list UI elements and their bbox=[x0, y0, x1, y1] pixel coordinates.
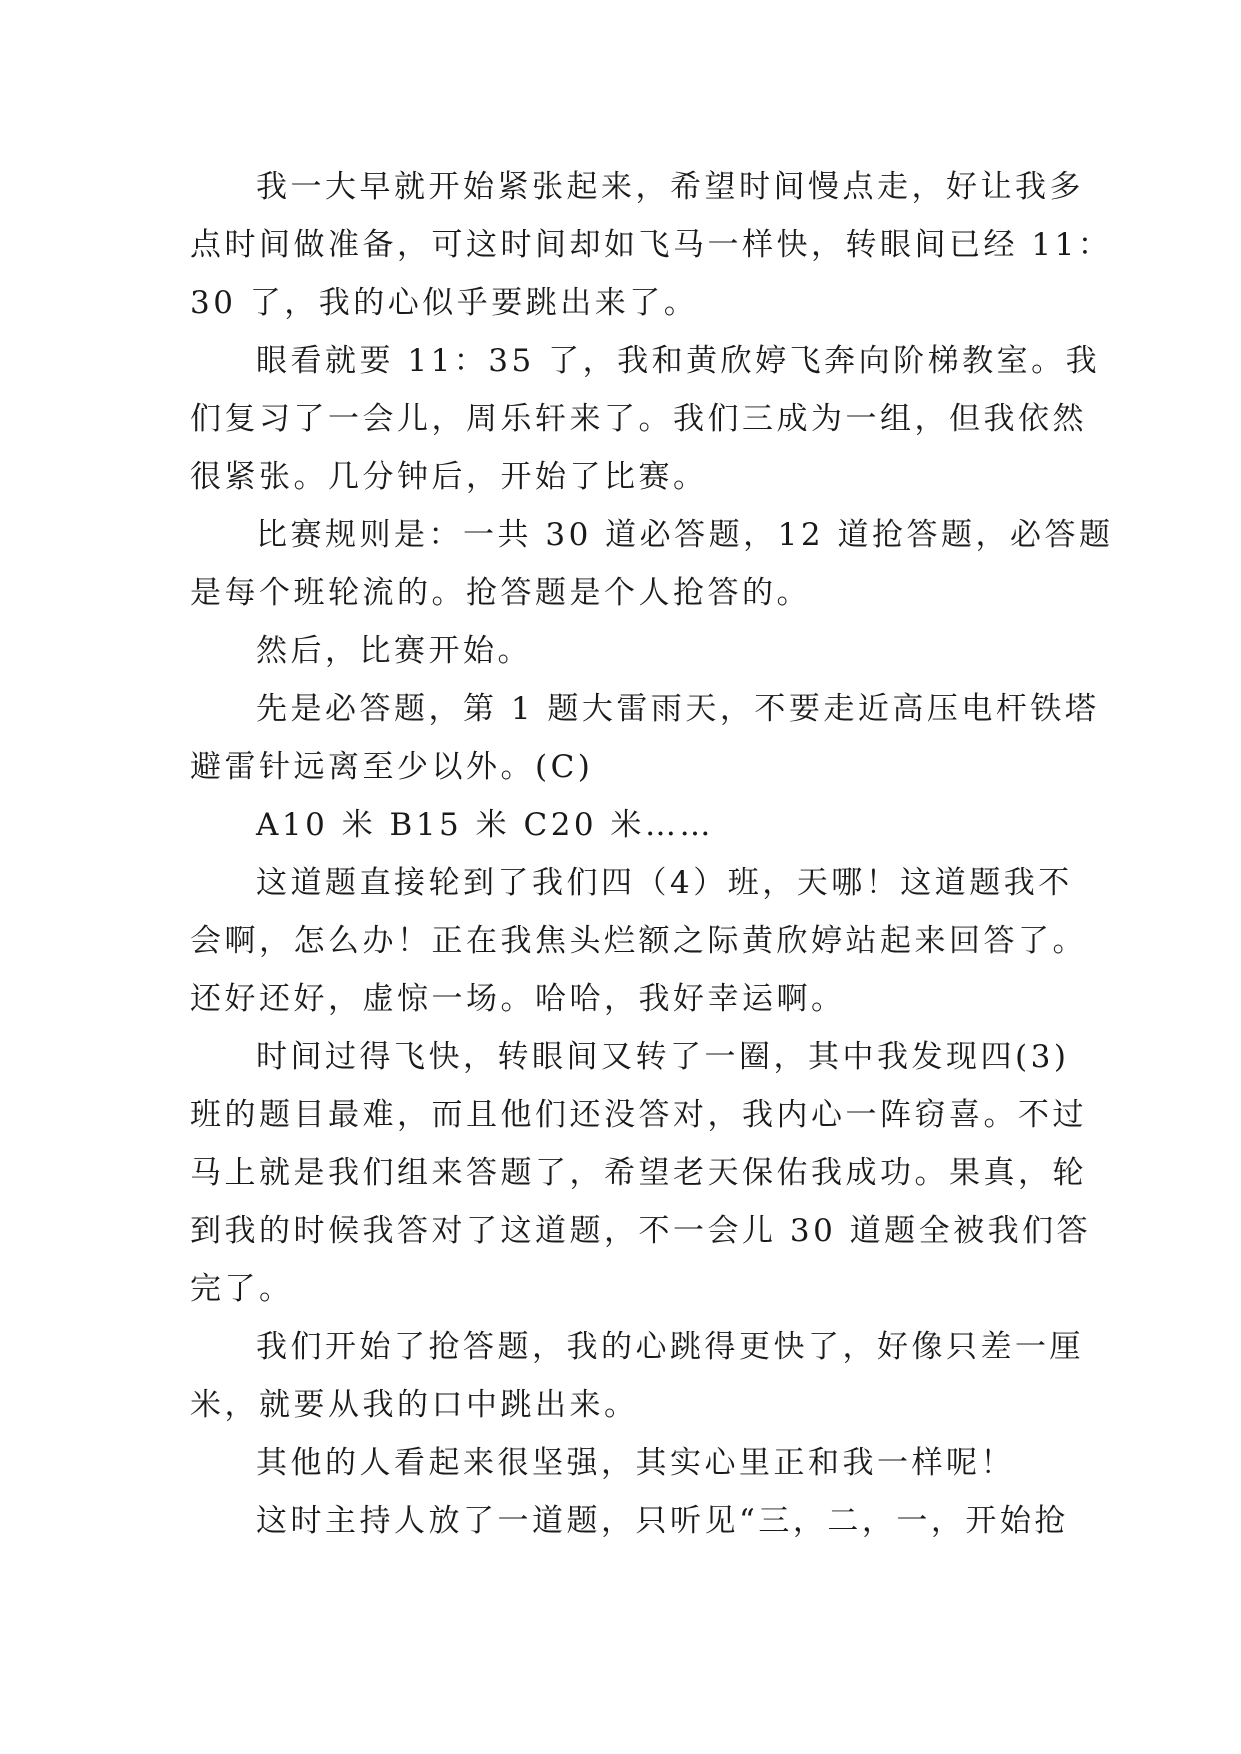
text-line: 时间过得飞快，转眼间又转了一圈，其中我发现四(3) bbox=[256, 1039, 1070, 1075]
text-line: 避雷针远离至少以外。(C) bbox=[190, 749, 594, 785]
text-line: 我们开始了抢答题，我的心跳得更快了，好像只差一厘 bbox=[256, 1329, 1084, 1365]
text-line: 完了。 bbox=[190, 1271, 294, 1307]
text-line: 米，就要从我的口中跳出来。 bbox=[190, 1387, 639, 1423]
document-body bbox=[190, 158, 1114, 1550]
text-line: 然后，比赛开始。 bbox=[256, 633, 532, 669]
text-line: 还好还好，虚惊一场。哈哈，我好幸运啊。 bbox=[190, 981, 846, 1017]
text-line: 点时间做准备，可这时间却如飞马一样快，转眼间已经 11： bbox=[190, 227, 1113, 263]
text-line: 我一大早就开始紧张起来，希望时间慢点走，好让我多 bbox=[256, 169, 1084, 205]
text-line: 很紧张。几分钟后，开始了比赛。 bbox=[190, 459, 708, 495]
text-line: 这时主持人放了一道题，只听见“三，二，一，开始抢 bbox=[256, 1503, 1069, 1539]
text-line: 30 了，我的心似乎要跳出来了。 bbox=[190, 285, 699, 321]
text-line: 会啊，怎么办！正在我焦头烂额之际黄欣婷站起来回答了。 bbox=[190, 923, 1087, 959]
text-line: 眼看就要 11：35 了，我和黄欣婷飞奔向阶梯教室。我 bbox=[256, 343, 1101, 379]
text-line: 到我的时候我答对了这道题，不一会儿 30 道题全被我们答 bbox=[190, 1213, 1092, 1249]
text-line: 们复习了一会儿，周乐轩来了。我们三成为一组，但我依然 bbox=[190, 401, 1087, 437]
text-line: 马上就是我们组来答题了，希望老天保佑我成功。果真，轮 bbox=[190, 1155, 1087, 1191]
text-line: 这道题直接轮到了我们四（4）班，天哪！这道题我不 bbox=[256, 865, 1073, 901]
text-line: 其他的人看起来很坚强，其实心里正和我一样呢！ bbox=[256, 1445, 1015, 1481]
text-line: 班的题目最难，而且他们还没答对，我内心一阵窃喜。不过 bbox=[190, 1097, 1087, 1133]
text-line: A10 米 B15 米 C20 米…… bbox=[256, 807, 714, 843]
text-line: 比赛规则是：一共 30 道必答题，12 道抢答题，必答题 bbox=[256, 517, 1114, 553]
text-line: 先是必答题，第 1 题大雷雨天，不要走近高压电杆铁塔 bbox=[256, 691, 1100, 727]
text-line: 是每个班轮流的。抢答题是个人抢答的。 bbox=[190, 575, 811, 611]
